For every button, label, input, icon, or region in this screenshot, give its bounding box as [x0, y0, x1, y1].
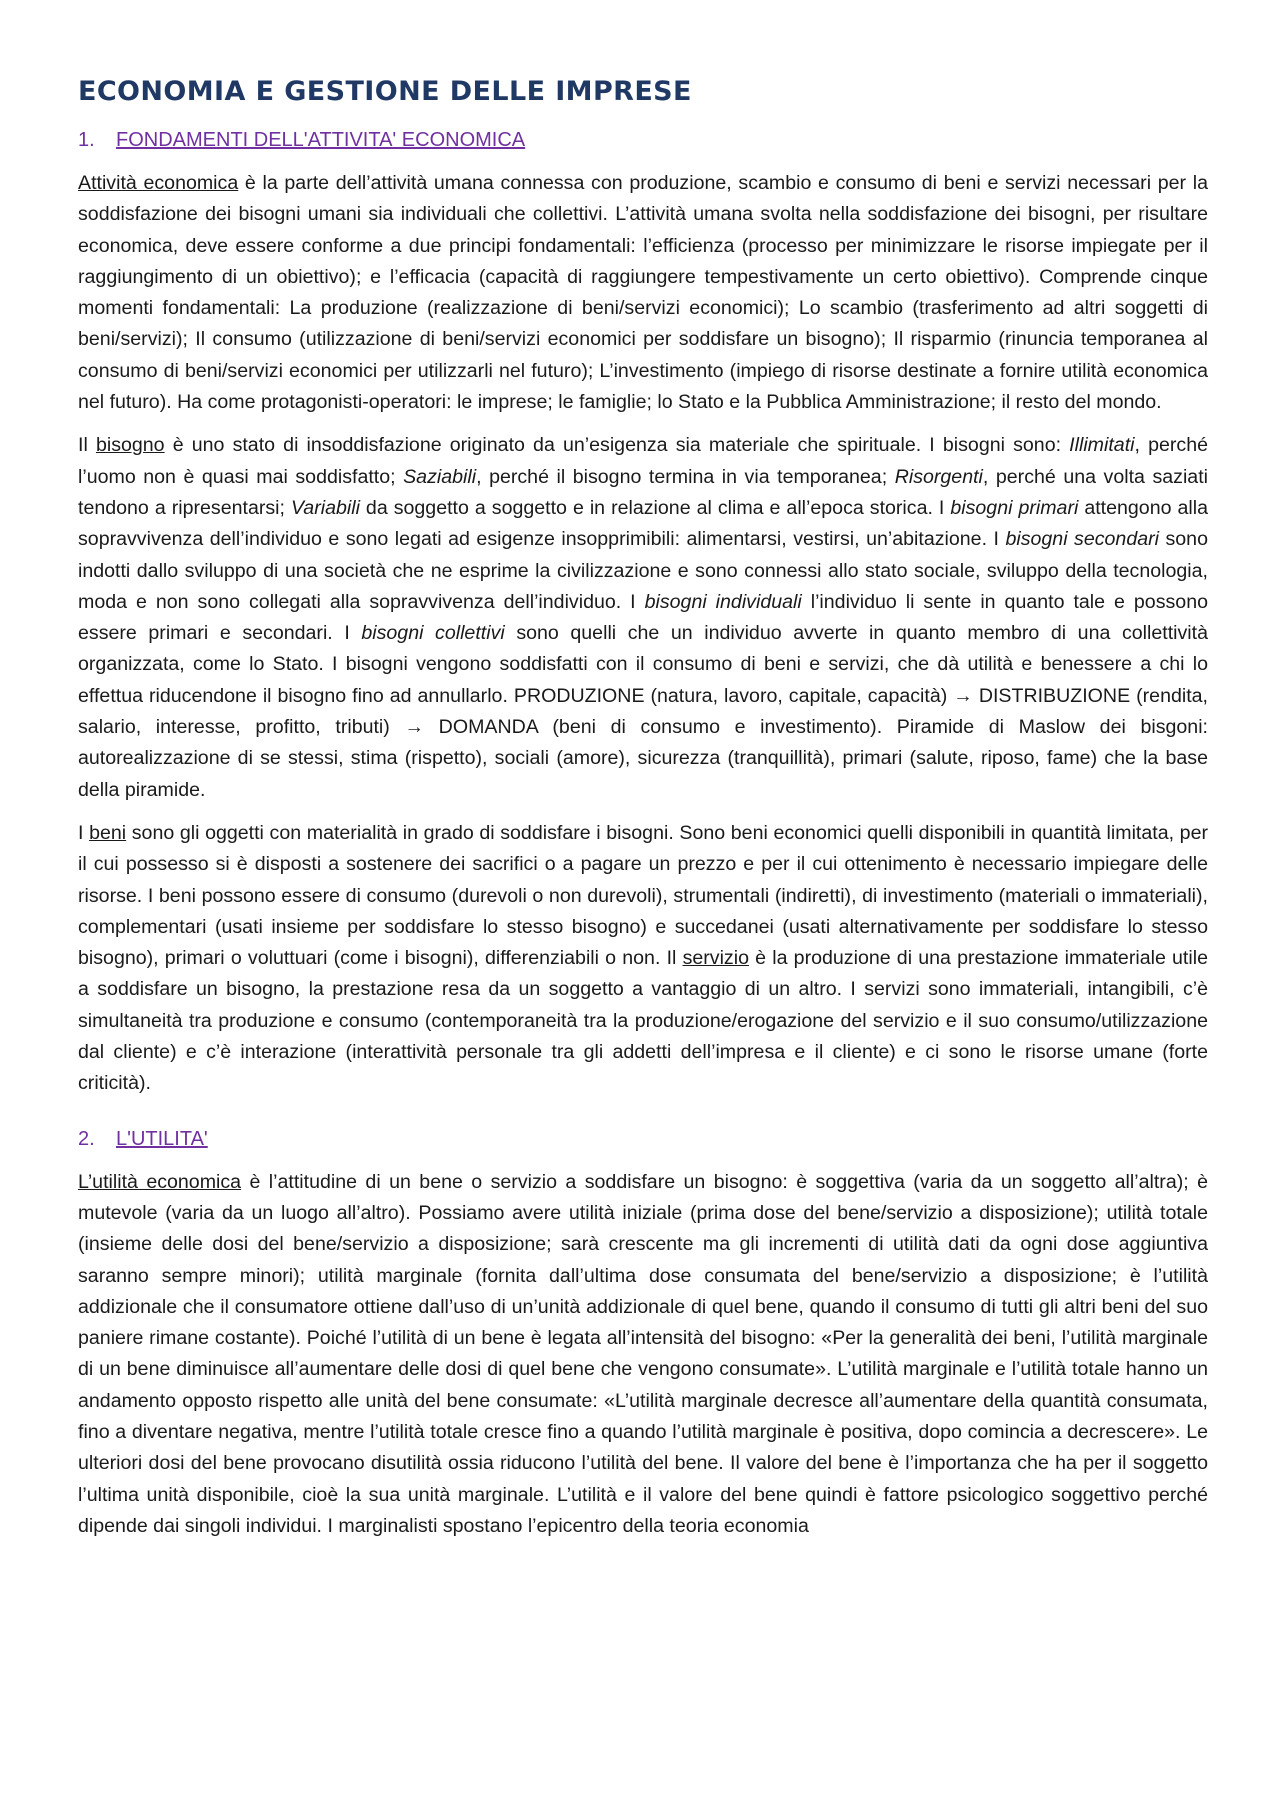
italic-term: Variabili [290, 496, 360, 519]
section-number: 1. [78, 129, 95, 151]
text-run: da soggetto a soggetto e in relazione al clima e all’epoca storica. I [359, 496, 951, 519]
italic-term: bisogni collettivi [361, 622, 505, 645]
text-run: attengono alla sopravvivenza dell’individuo e sono legati ad esigenze insopprimibili: alimentarsi, vestirsi, un’abitazione. I [78, 496, 1208, 551]
section-number: 2. [78, 1127, 95, 1150]
paragraph [78, 168, 1208, 418]
section-heading-link[interactable]: L'UTILITA' [116, 1127, 208, 1150]
paragraph [78, 430, 1208, 806]
paragraph [78, 1167, 1208, 1543]
text-run: I [78, 821, 90, 844]
underlined-term: Attività economica [78, 172, 239, 194]
paragraph [78, 818, 1208, 1100]
italic-term: bisogni primari [950, 496, 1079, 519]
text-run: sono quelli che un individuo avverte in quanto membro di una collettività organizzata, come lo Stato. I bisogni vengono soddisfatti con il consumo di beni e servizi, che dà utilità e benessere a chi lo effettua riducendone il bisogno fino ad annullarlo. PRODUZIONE (natura, lavoro, capitale, capacità) → DISTRIBUZIONE (rendita, salario, interesse, profitto, tributi) → DOMANDA (beni di consumo e investimento). Piramide di Maslow dei bisgoni: autorealizzazione di se stessi, stima (rispetto), sociali (amore), sicurezza (tranquillità), primari (salute, riposo, fame) che la base della piramide. [78, 622, 1208, 801]
section-heading-link[interactable]: FONDAMENTI DELL'ATTIVITA' ECONOMICA [116, 129, 526, 151]
text-run: è uno stato di insoddisfazione originato da un’esigenza sia materiale che spirituale. I bisogni sono: [164, 434, 1070, 457]
text-run: sono indotti dallo sviluppo di una società che ne esprime la civilizzazione e sono connessi allo stato sociale, sviluppo della tecnologia, moda e non sono collegati alla sopravvivenza dell’individuo. I [78, 528, 1208, 613]
underlined-term: beni [89, 821, 127, 844]
text-run: , perché il bisogno termina in via temporanea; [476, 465, 895, 488]
text-run: , perché una volta saziati tendono a ripresentarsi; [78, 465, 1208, 519]
text-run: è la parte dell’attività umana connessa con produzione, scambio e consumo di beni e servizi necessari per la soddisfazione dei bisogni umani sia individuali che collettivi. L’attività umana svolta nella soddisfazione dei bisogni, per risultare economica, deve essere conforme a due principi fondamentali: l’efficienza (processo per minimizzare le risorse impiegate per il raggiungimento di un obiettivo); e l’efficacia (capacità di raggiungere tempestivamente un certo obiettivo). Comprende cinque momenti fondamentali: La produzione (realizzazione di beni/servizi economici); Lo scambio (trasferimento ad altri soggetti di beni/servizi); Il consumo (utilizzazione di beni/servizi economici per soddisfare un bisogno); Il risparmio (rinuncia temporanea al consumo di beni/servizi economici per utilizzarli nel futuro); L’investimento (impiego di risorse destinate a fornire utilità economica nel futuro). Ha come protagonisti-operatori: le imprese; le famiglie; lo Stato e la Pubblica Amministrazione; il resto del mondo. [78, 172, 1208, 414]
text-run: sono gli oggetti con materialità in grado di soddisfare i bisogni. Sono beni economici quelli disponibili in quantità limitata, per il cui possesso si è disposti a sostenere dei sacrifici o a pagare un prezzo e per il cui ottenimento è necessario impiegare delle risorse. I beni possono essere di consumo (durevoli o non durevoli), strumentali (indiretti), di investimento (materiali o immateriali), complementari (usati insieme per soddisfare lo stesso bisogno) e succedanei (usati alternativamente per soddisfare lo stesso bisogno), primari o voluttuari (come i bisogni), differenziabili o non. Il [78, 821, 1208, 970]
section-heading-1 [78, 129, 1208, 152]
section-heading-2 [78, 1128, 1208, 1151]
italic-term: Illimitati [1069, 434, 1135, 457]
italic-term: Saziabili [403, 465, 477, 488]
italic-term: bisogni individuali [644, 590, 802, 613]
underlined-term: bisogno [95, 434, 165, 457]
underlined-term: servizio [682, 947, 749, 970]
underlined-term: L’utilità economica [78, 1170, 242, 1193]
text-run: l’individuo li sente in quanto tale e possono essere primari e secondari. I [78, 590, 1208, 645]
text-run: è l’attitudine di un bene o servizio a soddisfare un bisogno: è soggettiva (varia da un soggetto all’altra); è mutevole (varia da un luogo all’altro). Possiamo avere utilità iniziale (prima dose del bene/servizio a disposizione); utilità totale (insieme delle dosi del bene/servizio a disposizione; sarà crescente ma gli incrementi di utilità dati da ogni dose aggiuntiva saranno sempre minori); utilità marginale (fornita dall’ultima dose consumata del bene/servizio a disposizione; è l’utilità addizionale che il consumatore ottiene dall’uso di un’unità addizionale di quel bene, quando il consumo di tutti gli altri beni del suo paniere rimane costante). Poiché l’utilità di un bene è legata all’intensità del bisogno: «Per la generalità dei beni, l’utilità marginale di un bene diminuisce all’aumentare delle dosi di quel bene che vengono consumate». L’utilità marginale e l’utilità totale hanno un andamento opposto rispetto alle unità del bene consumate: «L’utilità marginale decresce all’aumentare della quantità consumata, fino a diventare negativa, mentre l’utilità totale cresce fino a quando l’utilità marginale è positiva, dopo comincia a decrescere». Le ulteriori dosi del bene provocano disutilità ossia riducono l’utilità del bene. Il valore del bene è l’importanza che ha per il soggetto l’ultima unità disponibile, cioè la sua unità marginale. L’utilità e il valore del bene quindi è fattore psicologico soggettivo perché dipende dai singoli individui. I marginalisti spostano l’epicentro della teoria economia [78, 1170, 1208, 1537]
text-run: è la produzione di una prestazione immateriale utile a soddisfare un bisogno, la prestazione resa da un soggetto a vantaggio di un altro. I servizi sono immateriali, intangibili, c’è simultaneità tra produzione e consumo (contemporaneità tra la produzione/erogazione del servizio e il suo consumo/utilizzazione dal cliente) e c’è interazione (interattività personale tra gli addetti dell’impresa e il cliente) e ci sono le risorse umane (forte criticità). [78, 947, 1208, 1095]
text-run: , perché l’uomo non è quasi mai soddisfatto; [78, 434, 1208, 488]
italic-term: bisogni secondari [1005, 528, 1159, 551]
text-run: Il [78, 434, 96, 457]
document-title: ECONOMIA E GESTIONE DELLE IMPRESE [78, 76, 692, 107]
italic-term: Risorgenti [894, 465, 983, 488]
